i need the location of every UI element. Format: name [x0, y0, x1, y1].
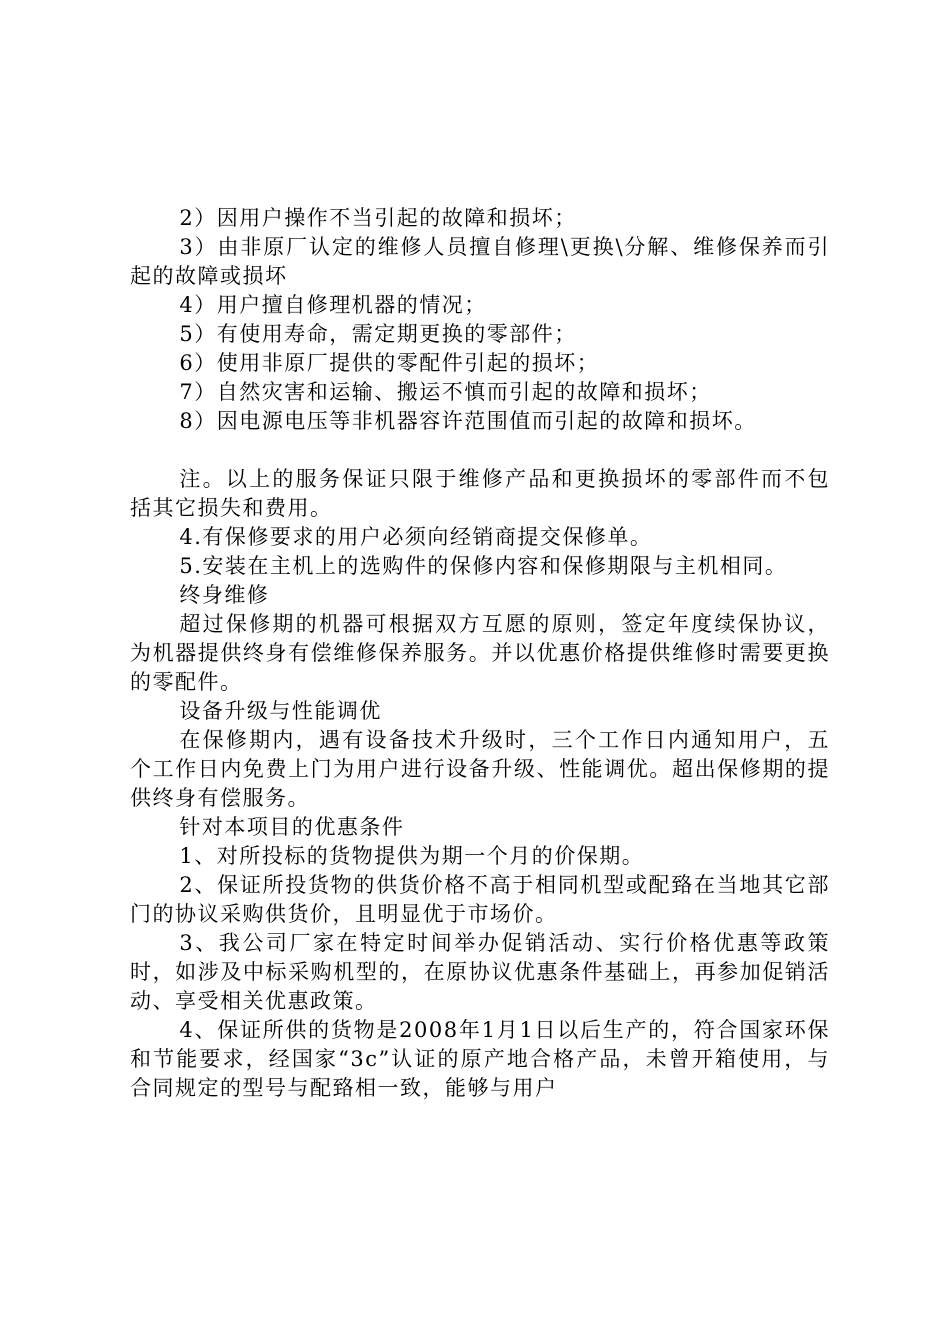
- paragraph-exclusion-6: 6）使用非原厂提供的零配件引起的损坏；: [179, 351, 600, 375]
- paragraph-exclusion-8: 8）因电源电压等非机器容许范围值而引起的故障和损坏。: [179, 409, 757, 433]
- paragraph-exclusion-3: 3）由非原厂认定的维修人员擅自修理\更换\分解、维修保养而引起的故障或损坏: [130, 235, 830, 288]
- paragraph-upgrade-tuning: 在保修期内，遇有设备技术升级时，三个工作日内通知用户，五个工作日内免费上门为用户进行设备升级、性能调优。超出保修期的提供终身有偿服务。: [130, 728, 830, 810]
- paragraph-note: 注。以上的服务保证只限于维修产品和更换损坏的零部件而不包括其它损失和费用。: [130, 467, 830, 520]
- paragraph-discount-3: 3、我公司厂家在特定时间举办促销活动、实行价格优惠等政策时，如涉及中标采购机型的，在原协议优惠条件基础上，再参加促销活动、享受相关优惠政策。: [130, 931, 830, 1013]
- document-body: [130, 204, 830, 1103]
- heading-discount-conditions: 针对本项目的优惠条件: [179, 815, 405, 839]
- paragraph-discount-2: 2、保证所投货物的供货价格不高于相同机型或配臵在当地其它部门的协议采购供货价，且明显优于市场价。: [130, 873, 830, 926]
- paragraph-lifetime-repair: 超过保修期的机器可根据双方互愿的原则，签定年度续保协议，为机器提供终身有偿维修保养服务。并以优惠价格提供维修时需要更换的零配件。: [130, 612, 830, 694]
- paragraph-optional-parts: 5.安装在主机上的选购件的保修内容和保修期限与主机相同。: [179, 554, 788, 578]
- paragraph-exclusion-7: 7）自然灾害和运输、搬运不慎而引起的故障和损坏；: [179, 380, 712, 404]
- paragraph-discount-4: 4、保证所供的货物是2008年1月1日以后生产的，符合国家环保和节能要求，经国家“3c”认证的原产地合格产品，未曾开箱使用，与合同规定的型号与配臵相一致，能够与用户: [130, 1018, 830, 1100]
- paragraph-warranty-card: 4.有保修要求的用户必须向经销商提交保修单。: [179, 525, 653, 549]
- paragraph-exclusion-2: 2）因用户操作不当引起的故障和损坏；: [179, 206, 577, 230]
- heading-lifetime-repair: 终身维修: [179, 583, 270, 607]
- paragraph-exclusion-5: 5）有使用寿命，需定期更换的零部件；: [179, 322, 577, 346]
- paragraph-exclusion-4: 4）用户擅自修理机器的情况；: [179, 293, 487, 317]
- paragraph-discount-1: 1、对所投标的货物提供为期一个月的价保期。: [179, 844, 645, 868]
- heading-upgrade-tuning: 设备升级与性能调优: [179, 699, 382, 723]
